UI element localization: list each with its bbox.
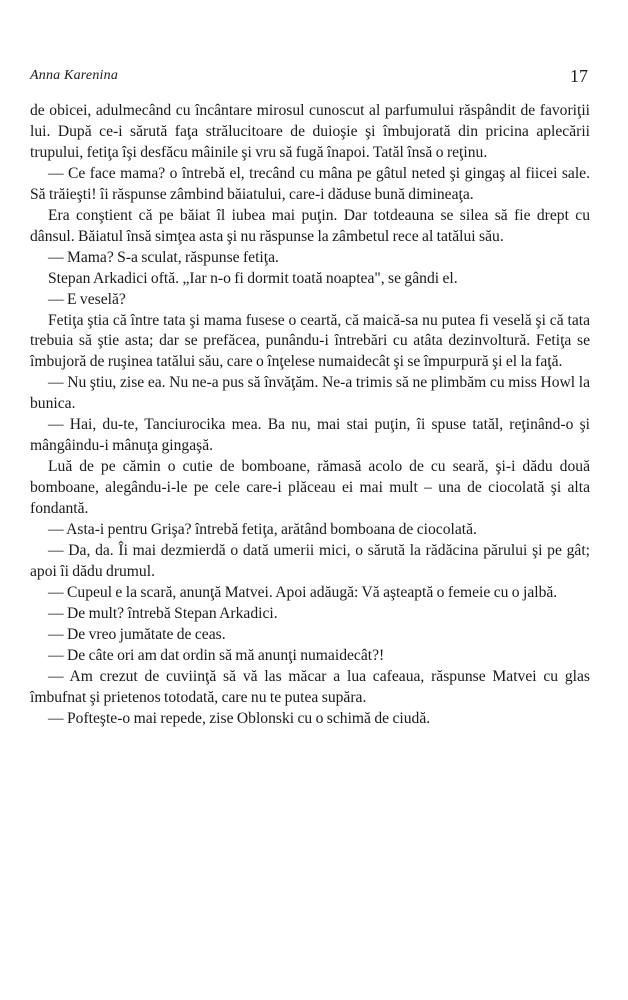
- paragraph: — Hai, du-te, Tanciurocika mea. Ba nu, mai stai puţin, îi spuse tatăl, reţinând-o şi mângâindu-i mânuţa gingaşă.: [30, 416, 590, 455]
- paragraph: de obicei, adulmecând cu încântare mirosul cunoscut al parfumului răspândit de favoriţii lui. După ce-i sărută faţa strălucitoare de duioşie şi îmbujorată din pricina aplecării trupului, fetiţa îşi desfăcu mâinile şi vru să fugă înapoi. Tatăl însă o reţinu.: [30, 102, 590, 161]
- paragraph: — Da, da. Îi mai dezmierdă o dată umerii mici, o sărută la rădăcina părului şi pe gât; apoi îi dădu drumul.: [30, 542, 590, 580]
- page-number: 17: [570, 66, 588, 86]
- paragraph: — Mama? S-a sculat, răspunse fetiţa.: [48, 248, 279, 266]
- body-text: [30, 101, 590, 730]
- paragraph: — E veselă?: [48, 290, 126, 308]
- paragraph: Luă de pe cămin o cutie de bomboane, rămasă acolo de cu seară, şi-i dădu două bomboane, alegându-i-le pe cele care-i plăceau ei mai mult – una de ciocolată şi alta fondantă.: [30, 458, 590, 518]
- paragraph: Era conştient că pe băiat îl iubea mai puţin. Dar totdeauna se silea să fie drept cu dânsul. Băiatul însă simţea asta şi nu răspunse la zâmbetul rece al tatălui său.: [30, 206, 590, 245]
- paragraph: — Cupeul e la scară, anunţă Matvei. Apoi adăugă: Vă aşteaptă o femeie cu o jalbă.: [48, 583, 558, 601]
- paragraph: Stepan Arkadici oftă. „Iar n-o fi dormit toată noaptea", se gândi el.: [48, 269, 458, 287]
- paragraph: — De câte ori am dat ordin să mă anunţi numaidecât?!: [48, 646, 385, 664]
- running-header: [30, 66, 588, 88]
- paragraph: — Pofteşte-o mai repede, zise Oblonski cu o schimă de ciudă.: [48, 709, 431, 727]
- paragraph: — Am crezut de cuviinţă să vă las măcar a lua cafeaua, răspunse Matvei cu glas îmbufnat şi prietenos totodată, care nu te putea supăra.: [30, 667, 590, 706]
- paragraph: — De mult? întrebă Stepan Arkadici.: [48, 604, 278, 622]
- paragraph: Fetiţa ştia că între tata şi mama fusese o ceartă, că maică-sa nu putea fi veselă şi că tata trebuia să ştie asta; dar se prefăcea, punându-i întrebări cu atâta dezinvoltură. Fetiţa se îmbujoră de ruşinea tatălui său, care o înţelese numaidecât şi se împurpură şi el la faţă.: [30, 311, 590, 371]
- running-title: Anna Karenina: [30, 68, 119, 83]
- paragraph: — De vreo jumătate de ceas.: [48, 625, 226, 643]
- paragraph: — Asta-i pentru Grişa? întrebă fetiţa, arătând bomboana de ciocolată.: [48, 521, 477, 539]
- paragraph: — Nu ştiu, zise ea. Nu ne-a pus să învăţăm. Ne-a trimis să ne plimbăm cu miss Howl la bunica.: [30, 374, 590, 413]
- paragraph: — Ce face mama? o întrebă el, trecând cu mâna pe gâtul neted şi gingaş al fiicei sale. Să trăieşti! îi răspunse zâmbind băiatului, care-i dăduse bună dimineaţa.: [30, 164, 590, 203]
